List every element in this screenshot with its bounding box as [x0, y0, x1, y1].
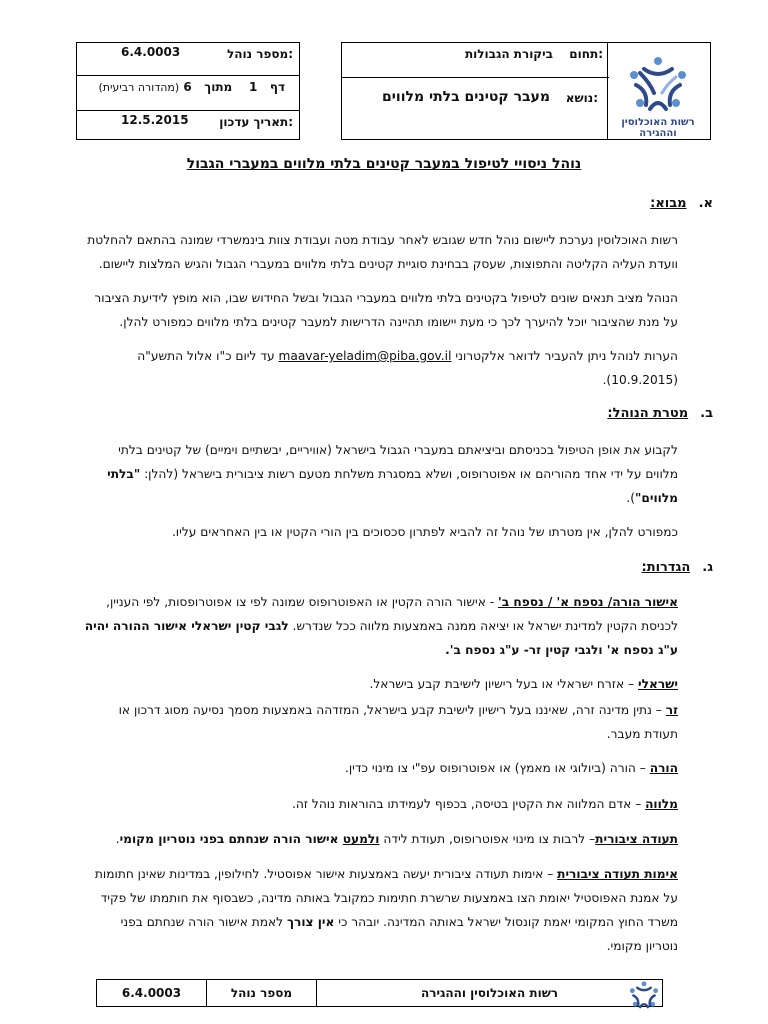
definition-israeli	[54, 672, 678, 696]
update-date-label: תאריך עדכון:	[219, 115, 293, 129]
section-b-heading	[607, 406, 713, 421]
definition-foreigner	[54, 698, 678, 746]
footer-procedure-number: 6.4.0003	[97, 980, 207, 1006]
section-b-para1-line2: מלווים על ידי אחד מהוריהם או אפוטרופוס, ושלא במסגרת משלחת מטעם רשות ציבורית בישראל (להלן:	[144, 467, 678, 481]
footer-procedure-label: מספר נוהל	[207, 980, 317, 1006]
definition-text: לאמת אישור הורה שנחתם בפני	[120, 915, 287, 929]
section-b-para1-end: ).	[626, 491, 636, 505]
definition-bold: אין צורך	[286, 915, 335, 929]
definition-text: על אמנת האפוסטיל יאומת הצו באמצעות שרשרת חתימות כמקובל באותה מדינה, כשבסוף את חותמתו של פקיד	[100, 891, 678, 905]
subject-value: מעבר קטינים בלתי מלווים	[382, 89, 550, 105]
definition-text: – לרבות צו מינוי אפוטרופוס, תעודת לידה	[379, 832, 596, 846]
page-current: 1	[248, 80, 258, 94]
domain-row	[342, 43, 609, 78]
section-b-para2-line1: כמפורט להלן, אין מטרתו של נוהל זה להביא לפתרון סכסוכים בין הורי הקטין או בין האחראים עליו.	[171, 525, 678, 539]
update-date: 12.5.2015	[121, 113, 189, 127]
definition-term: הורה	[649, 761, 678, 775]
section-b-para1	[54, 438, 678, 510]
comments-email-link[interactable]: maavar-yeladim@piba.gov.il	[278, 349, 452, 363]
section-b-letter: ב.	[700, 406, 713, 421]
definition-bold: אישור הורה שנחתם בפני נוטריון מקומי	[119, 832, 343, 846]
procedure-number-label: מספר נוהל:	[226, 47, 293, 61]
definition-parent	[54, 756, 678, 780]
definition-public-document-verification	[54, 862, 678, 958]
definition-bold: ע"ג נספח א' ולגבי קטין זר- ע"ג נספח ב'.	[445, 643, 678, 657]
section-a-title: מבוא:	[650, 196, 687, 211]
section-a-para2-line2: על מנת שהציבור יוכל להיערך לכך כי מעת יישומו תהיינה הדרישות למעבר קטינים בלתי מלווים כמפורט להלן.	[119, 315, 678, 329]
section-a-para2-line1: הנוהל מציב תנאים שונים לטיפול בקטינים בלתי מלווים במעברי הגבול ובשל החידוש שבו, הוא מופץ לידיעת הציבור	[94, 291, 678, 305]
section-a-letter: א.	[698, 196, 713, 211]
section-a-heading	[650, 196, 713, 211]
section-a-para1	[54, 228, 678, 276]
definition-term: ישראלי	[637, 677, 678, 691]
domain-value: ביקורת הגבולות	[464, 47, 553, 61]
page-row	[77, 76, 299, 111]
footer-table	[96, 979, 663, 1007]
definition-term: אישור הורה/ נספח א' / נספח ב'	[497, 595, 678, 609]
definition-text: תעודת מעבר.	[606, 727, 678, 741]
procedure-number: 6.4.0003	[121, 45, 181, 59]
header-meta-box	[76, 42, 300, 140]
org-logo	[607, 43, 710, 139]
definition-bold: לגבי קטין ישראלי אישור ההורה יהיה	[84, 619, 289, 633]
subject-label: נושא:	[565, 91, 598, 105]
page-total: 6	[183, 80, 192, 94]
definition-text: – אדם המלווה את הקטין בטיסה, בכפוף לעמידתו בהוראות נוהל זה.	[291, 797, 646, 811]
section-c-heading	[642, 560, 714, 575]
definition-text: – אימות תעודה ציבורית יעשה באמצעות אישור אפוסטיל. לחילופין, במדינות שאינן חתומות	[94, 867, 558, 881]
definition-text: משרד החוץ המקומי יאמת קונסול ישראל באותה המדינה. יובהר כי	[334, 915, 678, 929]
definition-escort	[54, 792, 678, 816]
definition-term: אימות תעודה ציבורית	[557, 867, 678, 881]
section-a-para1-line2: וועדת העליה הקליטה והתפוצות, שעסק בבחינת סוגיית קטינים בלתי מלווים במעברי הגבול והגיש המלצות ליישום.	[98, 257, 678, 271]
footer-org-name: רשות האוכלוסין וההגירה	[420, 986, 559, 1000]
definition-term: זר	[665, 703, 678, 717]
section-c-letter: ג.	[702, 560, 713, 575]
page-prefix: דף	[269, 80, 285, 94]
definition-text: – נתין מדינה זרה, שאיננו בעל רישיון לישיבת קבע בישראל, המזדהה באמצעות מסמך נסיעה מסוג דרכון או	[118, 703, 666, 717]
section-b-para1-line1: לקבוע את אופן הטיפול בכניסתם וביציאתם במעברי הגבול בישראל (אוויריים, יבשתיים וימיים) של קטינים בלתי	[118, 443, 678, 457]
unaccompanied-term-part1: "בלתי	[107, 467, 141, 481]
section-a-para2	[54, 286, 678, 334]
definition-term: תעודה ציבורית	[595, 832, 678, 846]
definition-text: נוטריון מקומי.	[606, 939, 678, 953]
edition: (מהדורה רביעית)	[98, 81, 180, 94]
definition-term: מלווה	[645, 797, 678, 811]
page-of: מתוך	[204, 80, 233, 94]
section-a-para3	[54, 344, 678, 392]
definition-text: לכניסת הקטין למדינת ישראל או יציאה ממנה באמצעות מלווה ככל שנדרש.	[288, 619, 678, 633]
comments-text: הערות לנוהל ניתן להעביר לדואר אלקטרוני	[455, 349, 678, 363]
domain-label: תחום:	[569, 47, 603, 61]
org-name-line1: רשות האוכלוסין	[621, 117, 695, 128]
definition-bold: ולמעט	[342, 832, 380, 846]
definition-parent-approval	[54, 590, 678, 662]
unaccompanied-term-part2: מלווים"	[635, 491, 678, 505]
definition-text: – אזרח ישראלי או בעל רישיון לישיבת קבע בישראל.	[369, 677, 638, 691]
section-a-para1-line1: רשות האוכלוסין נערכת ליישום נוהל חדש שגובש לאחר עבודת מטה ועבודת צוות בינמשרדי שמונה בהתאם להחלטת	[87, 233, 678, 247]
footer-logo-icon	[626, 980, 662, 1010]
definition-text: .	[115, 832, 120, 846]
section-b-para2	[54, 520, 678, 544]
document-title: נוהל ניסויי לטיפול במעבר קטינים בלתי מלווים במעברי הגבול	[186, 156, 582, 172]
definition-text: - אישור הורה הקטין או האפוטרופוס שמונה לפי צו אפוטרופסות, לפי העניין,	[106, 595, 498, 609]
header-subject-box	[341, 42, 711, 140]
comments-deadline: עד ליום כ"ו אלול התשע"ה	[137, 349, 275, 363]
star-people-icon	[624, 53, 692, 115]
org-name-line2: וההגירה	[639, 128, 677, 139]
page-indicator	[98, 80, 285, 94]
section-b-title: מטרת הנוהל:	[607, 406, 689, 421]
definition-text: – הורה (ביולוגי או מאמץ) או אפוטרופוס עפ"י צו מינוי כדין.	[344, 761, 650, 775]
definition-public-document	[54, 827, 678, 851]
comments-deadline-date: (10.9.2015).	[602, 373, 678, 387]
section-c-title: הגדרות:	[641, 560, 691, 575]
update-date-row	[77, 111, 299, 143]
procedure-number-row	[77, 43, 299, 76]
